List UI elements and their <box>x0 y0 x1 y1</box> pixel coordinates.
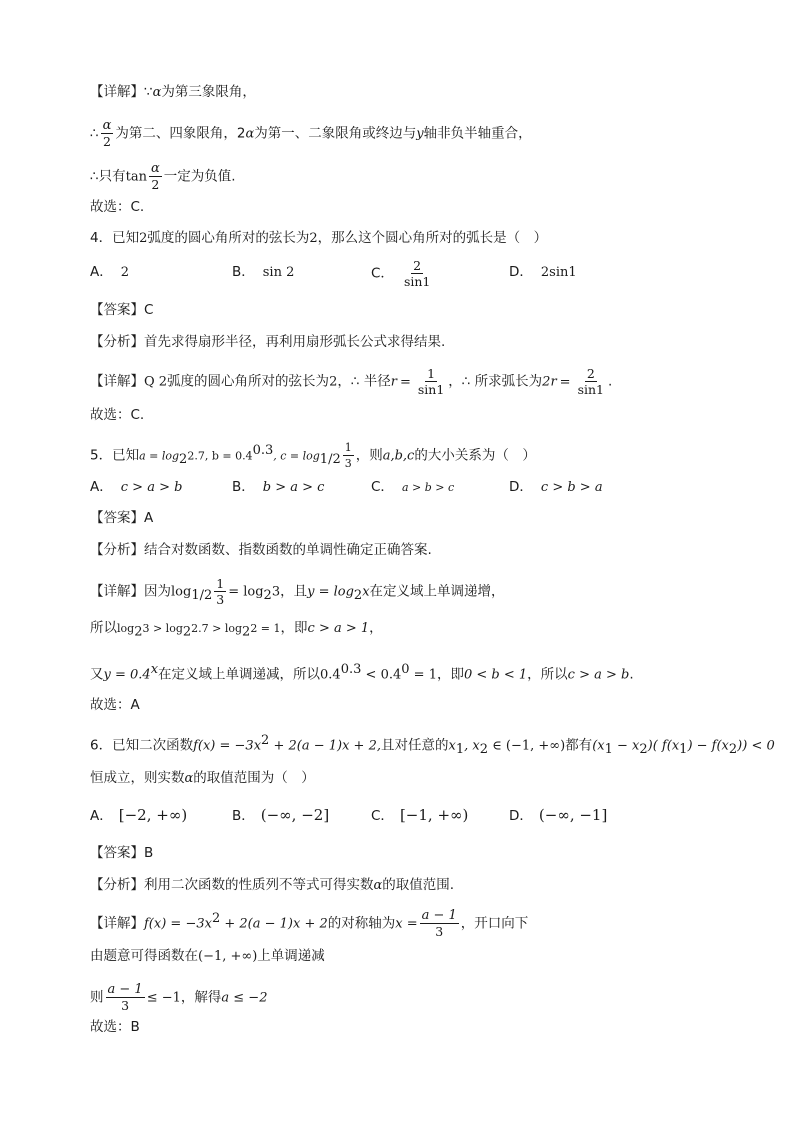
fraction: $\frac{\alpha}{2}$ <box>102 118 112 149</box>
q4-choose: 故选：C. <box>90 407 145 423</box>
detail-tag: 【详解】 <box>90 84 144 100</box>
q3-choose: 故选：C. <box>90 199 145 215</box>
q4-answer: 【答案】C <box>90 302 154 318</box>
q4-option-b: B． sin 2 <box>232 264 295 280</box>
q5-analysis: 【分析】结合对数函数、指数函数的单调性确定正确答案. <box>90 542 432 558</box>
q5-answer: 【答案】A <box>90 510 154 526</box>
q6-option-c: C． [−1, +∞) <box>371 806 469 824</box>
q6-stem-line2: 恒成立，则实数α的取值范围为（ ） <box>90 770 315 786</box>
q5-option-d: D． c > b > a <box>509 479 603 495</box>
q5-detail-line2: 所以$\log_23 > \log_22.7 > \log_22 = 1$，即c > a > 1， <box>90 620 383 640</box>
q3-detail-line2: ∴ $\frac{\alpha}{2}$ 为第二、四象限角，2α为第一、二象限角或终边与y轴非负半轴重合， <box>90 118 532 149</box>
q6-choose: 故选：B <box>90 1019 140 1035</box>
q6-stem-line1: 6．已知二次函数$f(x) = -3x^2 + 2(a - 1)x + 2$,且对任意的$x_1$, $x_2$ ∈ (−1, +∞)都有$(x_1 - x_2)$( $f(x_1) - f(x_2)) < 0$ <box>90 733 775 758</box>
q5-option-c: C． a > b > c <box>371 479 455 495</box>
q5-option-a: A． c > a > b <box>90 479 183 495</box>
q5-detail-line3: 又$y = 0.4^x$在定义域上单调递减，所以$0.4^{0.3} < 0.4^0 = 1$，即0 < b < 1，所以c > a > b. <box>90 662 634 683</box>
q6-detail-line1: 【详解】$f(x) = -3x^2 + 2(a - 1)x + 2$的对称轴为x = $\frac{a - 1}{3}$ ，开口向下 <box>90 908 529 939</box>
q4-option-a: A． 2 <box>90 264 130 280</box>
q5-detail-line1: 【详解】因为$\log_{1/2}$ $\frac{1}{3}$ = $\log_23$，且$y = \log_2x$在定义域上单调递增， <box>90 576 505 607</box>
q3-detail-line1: 【详解】∵α为第三象限角， <box>90 84 256 100</box>
q5-option-b: B． b > a > c <box>232 479 325 495</box>
q6-analysis: 【分析】利用二次函数的性质列不等式可得实数α的取值范围. <box>90 877 455 893</box>
q5-stem: 5．已知$a = \log_22.7$, $b = 0.4^{0.3}$, $c = \log_{1/2}$ $\frac{1}{3}$ ，则a,b,c的大小关系为（ ） <box>90 441 536 470</box>
fraction: $\frac{\alpha}{2}$ <box>150 161 160 192</box>
q6-option-b: B． (−∞, −2] <box>232 806 330 824</box>
q4-option-c: C． $\frac{2}{\sin 1}$ <box>371 258 431 289</box>
q6-option-a: A． [−2, +∞) <box>90 806 188 824</box>
q6-detail-line3: 则 $\frac{a - 1}{3}$ ≤ −1，解得a ≤ −2 <box>90 982 268 1013</box>
q6-answer: 【答案】B <box>90 845 154 861</box>
q6-option-d: D． (−∞, −1] <box>509 806 608 824</box>
q4-stem: 4．已知2弧度的圆心角所对的弦长为2，那么这个圆心角所对的弧长是（ ） <box>90 230 548 246</box>
q4-analysis: 【分析】首先求得扇形半径，再利用扇形弧长公式求得结果. <box>90 334 446 350</box>
q6-detail-line2: 由题意可得函数在(−1, +∞)上单调递减 <box>90 948 325 964</box>
q5-choose: 故选：A <box>90 697 140 713</box>
q4-detail: 【详解】Q 2弧度的圆心角所对的弦长为2，∴ 半径r = $\frac{1}{\sin 1}$ ，∴ 所求弧长为2r = $\frac{2}{\sin 1}$ . <box>90 366 613 397</box>
q3-detail-line3: ∴只有tan $\frac{\alpha}{2}$ 一定为负值. <box>90 161 236 192</box>
q4-option-d: D． 2sin1 <box>509 264 577 280</box>
